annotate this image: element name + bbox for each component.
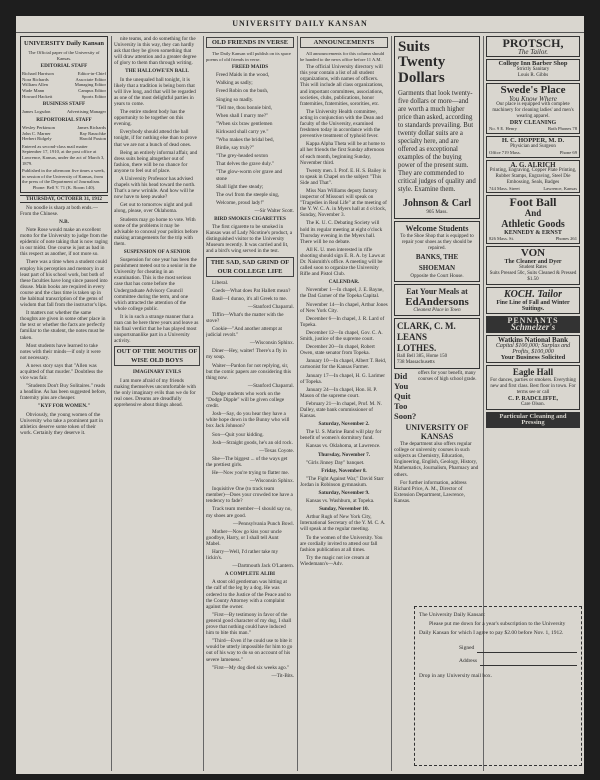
article-paragraph: The official University directory will this year contain a list of all student organizations, with names of officers. This will include all class organizations, and important committees, associations, societies, clubs, publications, honor fraternities, fraternities, sororities, etc. (300, 64, 384, 107)
article-paragraph: It is in such a strange manner that a man can be here three years and leave as his final verdict that he has played most unsportsmanlike part in a University activity. (114, 313, 199, 345)
joke-line: Basil—I dunno, it's all Greek to me. (212, 295, 287, 302)
paper-subtitle: The Official paper of the University of Kansas. (28, 50, 100, 61)
protsch-ad (486, 36, 580, 57)
ad-tagline: The Cleaner and Dyer (504, 259, 562, 266)
issue-date: THURSDAY, OCTOBER 31, 1912 (20, 195, 108, 203)
ad-address: 905 Mass. (426, 209, 448, 215)
column-rule (111, 36, 112, 771)
article-paragraph: The first cigarette to be smoked in Kansas was of Lady Nicotine's product, a distinguished visitor to the University Museum recently. It was carried and lit, and a bird's wing served in the test. (206, 224, 293, 255)
ad-headline: DRY CLEANING (509, 120, 557, 127)
article-paragraph: Being an entirely informal affair, and dress suits being altogether out of fashion, there will be no chance for anyone to feel out of place. (114, 149, 198, 174)
ad-phone: Phones 261 (555, 236, 577, 242)
ad-store-name: Eagle Hall (512, 366, 554, 377)
article-paragraph: "Students Don't Buy Solitaires." reads a headline. As has been suggested before, fraternity pins are cheaper. (20, 383, 107, 402)
nb-heading: N.B. (59, 218, 69, 225)
coupon-body: Please put me down for a year's subscription to the University Daily Kansan for which I agree to pay $2.00 before Nov. 1, 1912. (419, 621, 566, 636)
ad-headline: LOTHES. (397, 343, 437, 354)
imaginary-heading: IMAGINARY EVILS (132, 369, 182, 376)
ad-headline: Athletic Goods (501, 219, 565, 231)
column-rule (391, 36, 392, 771)
alrich-ad (486, 160, 580, 194)
ad-tagline: Physician and Surgeon (510, 144, 556, 150)
ad-store-name: Watkins National Bank (497, 335, 569, 344)
ad-headline: Dollars (398, 70, 445, 86)
joke-line: Track team member—I should say no, my shoes are good. (206, 506, 292, 519)
staff-row: Herbert Ridgely Harold Paxton (22, 136, 106, 142)
article-paragraph: Twenty men. I. Prof. E. H. S. Bailey is to speak in Chapel on the subject "This Side and That". (300, 167, 387, 186)
joke-line: Cookie—"And another attempt at judicial revolt." (206, 326, 282, 339)
address-label: Address (459, 658, 478, 664)
article-paragraph: "Third—Even if he could use to bite it would be utterly impossible for him to go out of his way to do so on account of his severe lameness." (206, 638, 293, 663)
ad-word: Did (394, 371, 408, 382)
ad-headline: LEANS (397, 332, 428, 343)
ad-phone: Phone 69 (559, 150, 577, 156)
koch-ad (486, 287, 580, 314)
ad-owner: C. P. RADCLIFFE, (508, 395, 558, 402)
suspension-heading: SUSPENSION OF A SENIOR (123, 249, 191, 255)
ad-body: To the Shoe Shop that is equipped to repair your shoes as they should be repaired. (400, 234, 474, 252)
column-4 (300, 36, 388, 771)
ad-store-name: EdAndersons (405, 296, 469, 309)
coupon-address-row[interactable] (419, 657, 577, 666)
shoe-ad (394, 221, 480, 282)
ad-body: Student Rates (519, 265, 547, 271)
eagle-hall-ad (486, 365, 580, 410)
ad-store-name: KENNEDY & ERNST (504, 230, 562, 237)
column-6 (486, 36, 580, 601)
article-paragraph: A stout old gentleman was hitting at the calf of the leg by a dog. He was ordered to the Justice of the Peace and to the County Attorney with a complaint against the owner. (206, 579, 291, 610)
ad-word: Quit (394, 391, 411, 402)
article-paragraph: Get out to tomorrow night and pull along, please, over Oklahoma. (114, 202, 193, 215)
article-paragraph: Suspension for one year has been the punishment meted out to a senior in the University for cheating in an examination. This is the most serious case that has come before the Undergraduate Advisory Council committee during the term, and one which attracted the attention of the whole college public. (114, 257, 197, 312)
reportorial-title: REPORTORIAL STAFF (36, 116, 92, 123)
article-paragraph: It matters not whether the same thoughts are given in some other place in the text or whether the facts are perfectly familiar to the student, the notes must be taken. (20, 310, 106, 341)
announcements-heading: ANNOUNCEMENTS (300, 37, 388, 48)
ad-store-name: College Inn Barber Shop (498, 60, 568, 68)
ad-store-name: A. G. ALRICH (510, 160, 556, 169)
joke-source: —Wisconsin Sphinx. (249, 340, 294, 347)
paper-title: UNIVERSITY Daily Kansan (24, 40, 104, 47)
ad-body: Our place is equipped with complete machinery for cleaning ladies' and men's wearing apparel. (492, 102, 574, 120)
phone-note: Phone: Bell V. 71 (K. Room 140). (32, 184, 96, 190)
joke-source: —Pennsylvania Punch Bowl. (233, 520, 294, 527)
article-paragraph: "First—By testimony in favor of the general good character of my dog, I shall prove that nothing could have induced him to bite this man." (206, 611, 292, 637)
old-friends-heading: OLD FRIENDS IN VERSE (206, 37, 294, 48)
ad-headline: Twenty (398, 54, 446, 70)
joke-line: Liberal. (212, 279, 229, 286)
calendar-date: Saturday, November 2. (318, 421, 370, 428)
business-staff-title: BUSINESS STAFF (42, 101, 86, 108)
joke-line: She—The biggest ... of the ways get the prettiest girls. (206, 455, 288, 468)
calendar-item: "The Fight Against War," David Starr Jordan in Robinson gymnasium. (300, 475, 384, 488)
column-1 (20, 36, 108, 771)
univ-heading: UNIVERSITY OF KANSAS (405, 423, 469, 442)
joke-source: —Tit-Bits. (271, 672, 294, 679)
football-ad (486, 195, 580, 244)
ad-body: For dances, parties or smokers. Everything new and first class. Best floor in town. For terms see or call (490, 377, 576, 395)
staff-row: Richard Harrison Editor-in-Chief (22, 71, 106, 77)
smokes-heading: BIRD SMOKES CIGARETTES (214, 215, 286, 222)
ad-address: Opposite the Court House. (410, 274, 464, 280)
ad-store-name: PROTSCH, (502, 36, 564, 50)
calendar-item: December 20—In chapel, Robert Owen, state senator from Topeka. (300, 344, 375, 357)
ad-store-name: VON (520, 247, 546, 260)
joke-line: Josh—Say, do you hear they have a white hope down in the Bunny who will box Jack Johnson? (206, 411, 290, 430)
column-rule (203, 36, 204, 771)
ad-headline: Welcome Students (405, 224, 469, 234)
old-friends-note: The Daily Kansan will publish on its space poems of old friends in verse. (206, 51, 291, 62)
ad-city: Lawrence, Kansas (543, 185, 577, 191)
calendar-item: Arthur Rugh of New York City, International Secretary of the Y. M. C. A. will speak at the regular meeting. (300, 514, 386, 533)
ad-tagline: You Know Where (508, 95, 558, 104)
ad-headline: Particular Cleaning and Pressing (499, 412, 567, 427)
staff-row: Howard Hackett Sports Editor (22, 93, 106, 99)
article-paragraph: Obviously, the young women of the University who take a prominent part in athletics deserve some token of their work. Certainly they deserve it. (20, 411, 103, 436)
calendar-date: Sunday, November 10. (319, 506, 369, 513)
article-paragraph: I am more afraid of my friends making themselves uncomfortable with the only imaginary evils than we do for real ones. Dreams are dreadfully apprehensive about things ahead. (114, 377, 196, 408)
announcements-note: All announcements for this column should be handed to the news office before 11 A.M. (300, 51, 385, 62)
wise-boys-heading: OUT OF THE MOUTHS OF WISE OLD BOYS (114, 346, 200, 366)
joke-source: —Wisconsin Sphinx. (249, 478, 294, 485)
staff-row: William Allen Managing Editor (22, 82, 106, 88)
ad-address: Care Olson. (521, 401, 545, 407)
published-note: Published in the afternoon five times a week, in session of the University of Kansas, from the press of the Department of Journalism. (22, 168, 105, 185)
ad-tagline: The Tailor. (517, 48, 549, 56)
ad-body: offers for your benefit, many courses of high school grade. (418, 371, 477, 383)
joke-line: Coeds—What does Pat Hallett mean? (212, 287, 291, 294)
article-paragraph: There was a time when a student could employ his perception and memory in at least part of his school work, but both of these faculties have long since passed into disuse. Main books are required in every course and the class time is taken up in the habitual transcription of the gems of wisdom that fall from the instructor's lips. (20, 259, 108, 309)
hopper-ad (486, 136, 580, 158)
ad-store-name: Schmelzer's (510, 322, 556, 333)
ad-headline: And (524, 208, 542, 219)
clark-ad (394, 318, 480, 369)
calendar-item: The U. S. Marine Band will play for benefit of women's dormitory fund. (300, 429, 382, 442)
hallowe-heading: THE HALLOWE'EN BALL (125, 68, 189, 75)
calendar-date: Saturday, November 9. (318, 490, 370, 496)
article-paragraph: Everybody should attend the ball tonight, if for nothing else than to prove that we are not a bunch of dead ones. (114, 129, 197, 148)
staff-row: Wade Mann Campus Editor (22, 88, 106, 94)
calendar-date: Thursday, November 7. (317, 451, 371, 458)
article-paragraph: A University Professor has advised chapels with his head toward the north. That's a new wrinkle. And how will he now have to keep awake? (114, 175, 196, 201)
article-paragraph: In the unequaled ball tonight, it is likely that a tradition is being born that will live long, and that will be regarded as one of the most delightful parties in years to come. (114, 76, 196, 107)
ad-phone: Both Phones 78 (547, 126, 577, 132)
staff-row: John C. Marner Ray Rauschke (22, 130, 106, 136)
joke-line: Mother—Now go kiss your uncle goodbye, Harry, or I shall tell Aunt Mabel. (206, 528, 282, 547)
entry-note: Entered as second-class mail matter September 17, 1910, at the post office at Lawrence, Kansas, under the act of March 3, 1879. (22, 143, 105, 166)
calendar-item: January 24—In chapel, Hon. H. P. Mason of the supreme court. (300, 386, 378, 399)
extension-ad (418, 371, 480, 421)
ad-tagline: Fine Line of Fall and Winter Suitings. (496, 300, 570, 313)
calendar-heading: CALENDAR. (328, 279, 360, 286)
signed-label: Signed (459, 645, 475, 651)
poem-author: —Sir Walter Scott. (254, 207, 294, 214)
joke-source: —Stanford Chaparral. (247, 303, 294, 310)
address-field[interactable] (480, 657, 577, 666)
calendar-item: Kansas vs. Washburn, at Topeka. (306, 498, 375, 505)
kyp-heading: "KYF FOR WOMEN." (37, 403, 91, 410)
ad-word: Soon? (394, 411, 417, 422)
ad-body: The department also offers regular college or university courses in such subjects as Chemistry, Education, Engineering, English, Geology, History, Mathematics, Journalism, Pharmacy and others. (394, 441, 479, 478)
ad-headline: PENNANTS (507, 316, 559, 326)
ad-contact (489, 236, 577, 242)
epigraph: No noodle is sharp at both ends.—From the Chinese. (20, 204, 98, 217)
ad-address: 826 Mass. St. (489, 236, 515, 242)
ad-address: No. 9 E. Henry (489, 126, 517, 132)
joke-line: Tiffin—What's the matter with the stove? (206, 311, 284, 324)
calendar-item: January 10—In chapel, Albert T. Reid, cartoonist for the Kansas Farmer. (300, 358, 387, 371)
calendar-item: December 6—In chapel, J. R. Lard of Topeka. (300, 315, 385, 328)
ad-phone: Ball Bell 385, Home 150 (397, 354, 448, 360)
column-2 (114, 36, 200, 771)
staff-box (20, 36, 108, 193)
meals-ad (394, 284, 480, 316)
article-paragraph: To the women of the University. You are cordially invited to attend our fall fashion publication at all times. (300, 534, 383, 553)
signed-field[interactable] (477, 644, 577, 653)
article-paragraph: Kappa Alpha Theta will be at home to all her friends the first Sunday afternoon of each month, beginning Sunday, November third. (300, 141, 385, 166)
joke-line: Harry—Well, I'd rather take my lickin's. (206, 549, 279, 562)
joke-line: Inquisitive One (to track team member)—Does your crowded toe have a tendency to fade? (206, 486, 293, 505)
article-paragraph: Miss Nan Williams deputy factory inspector of Missouri will speak on "Tragedies in Real Life" at the meeting of the Y. W. C. A. in Myers hall at 4 o'clock, Sunday, November 3. (300, 187, 387, 219)
joke-source: —Dartmouth Jack O'Lantern. (232, 563, 294, 570)
joke-line: Waiter—Pardon for not replying, sir, but the comic papers are considering this thing now. (206, 362, 291, 381)
ad-contact (489, 150, 577, 156)
ad-body: Capital $100,000; Surplus and Profits, $100,000 (495, 342, 571, 355)
ad-headline: Eat Your Meals at (406, 287, 468, 297)
ad-headline: Suits (398, 39, 430, 55)
ad-tagline: Cleanest Place in Town (413, 308, 461, 314)
column-rule (297, 36, 298, 771)
ad-tagline: Your Business Solicited (500, 353, 566, 361)
advert-line: Try the magic not ice cream at Wiedemann's—Adv. (300, 554, 370, 567)
ad-word: You (394, 381, 409, 392)
staff-row: James Logsdon Advertising Manager (22, 109, 106, 115)
staff-row: Wesley Perkinson James Richards (22, 125, 106, 131)
article-paragraph: Most students have learned to take notes with their minds—if only it were not necessary. (20, 342, 101, 361)
did-you-quit-block (394, 371, 480, 421)
did-you-quit-ad (394, 371, 416, 421)
calendar-item: November 1—In chapel, J. E. Bayne, the Dad Garner of the Topeka Capital. (300, 287, 384, 300)
article-paragraph: All K. U. men interested in rifle shooting should sign E. R. A. by Laws at Dr. Naismith's office. A meeting will be called soon to organize the University Rifle and Pistol Club. (300, 246, 385, 278)
ad-store-name: Swede's Place (500, 84, 566, 97)
ad-address: Office 719 Mass. (489, 150, 521, 156)
joke-line: Son—Quit your kidding. (212, 431, 264, 438)
barber-ad (486, 59, 580, 81)
alibi-heading: A COMPLETE ALIBI (224, 571, 276, 578)
pennants-ad (486, 316, 580, 332)
ad-body: Printing, Engraving, Copper Plate Printing, Rubber Stamps, Engraving, Steel Die Embossing, Seals, Badges (489, 167, 577, 185)
watkins-ad (486, 335, 580, 363)
article-paragraph: The entire student body has the opportunity to be together on this evening. (114, 109, 185, 128)
article-paragraph: "First—My dog died six weeks ago." (212, 664, 290, 671)
article-paragraph: The University Health committee, acting in conjunction with the Dean and faculty of the University, examined freshmen today in accordance with the preventive treatment of typhoid fever. (300, 108, 383, 140)
calendar-date: Friday, November 8. (321, 467, 367, 474)
ad-headline: Foot Ball (509, 195, 557, 210)
joke-line: Josh—Straight goods, he's an old rock. (212, 439, 293, 446)
ad-body: Garments that look twenty-five dollars or more—and are worth a much higher price than asked, according to standards prevailing. But twenty dollar suits are a specialty here, and are offered as exceptional examples of the buying power of the present sum. They are commended to critical judges of quality and style. Examine them. (398, 90, 476, 193)
clark-ad-body (395, 319, 479, 368)
masthead: UNIVERSITY DAILY KANSAN (16, 16, 584, 33)
sad-grind-heading: THE SAD, SAD GRIND OF OUR COLLEGE LIFE (206, 257, 294, 277)
poem: Freed Maids in the wood, Walking as sadly; Freed Robin on the bush, Singing so madly. "Tell me, thou bonnie bird, When shall I marry me?" "When six braw gentlemen Kirkward shall carry ye." "Who makes the bridal bed, Birdie, say truly?" "The grey-headed sexton That delves the grave duly." "The glow-worm o'er grave and stone Shall light thee steady; The owl from the steeple sing, Welcome, proud lady!" (216, 72, 283, 206)
calendar-item: December 12—In chapel, Gov. C. A. Smith, justice of the supreme court. (300, 329, 383, 343)
particular-ad (486, 412, 580, 428)
ad-tagline: Strictly Sanitary (516, 67, 550, 73)
ad-store-name: Johnson & Carl (402, 198, 472, 209)
joke-line: Diner—Hey, waiter! There's a fly in my soup. (206, 348, 287, 361)
ad-store-name: KOCH. Tailor (504, 289, 562, 301)
ad-body: Suits Pressed 50c, Suits Cleaned & Pressed $1.50 (489, 271, 577, 283)
ad-owner: Louis R. Gibbs (517, 73, 549, 79)
ad-body: For further information, address Richard Price, A. M., Director of Extension Department, Lawrence, Kansas. (394, 479, 467, 504)
coupon-title: The University Daily Kansan: (419, 612, 486, 618)
subscription-coupon[interactable] (414, 606, 582, 766)
article-paragraph: A news story says that "Allen was acquitted of that murder." Doubtless the vice was fair. (20, 362, 103, 382)
article-paragraph: Note Rose would make an excellent motto for the University to judge from the epidemic of note taking that is now raging in our midst. One course is just as bad in this respect as another, if not more so. (20, 226, 108, 258)
joke-source: —Texas Coyote. (259, 447, 294, 454)
ad-contact (489, 186, 577, 192)
suits-ad (394, 36, 480, 219)
staff-row: Nora Richards Associate Editor (22, 76, 106, 82)
joke-line: Dodge students who work on the "Dodge Dipple" will be given college credit. (206, 390, 285, 410)
calendar-item: Kansas vs. Oklahoma, at Lawrence. (306, 443, 381, 450)
calendar-item: January 17—In chapel, H. G. Larimer of Topeka. (300, 372, 385, 385)
ad-address: 738 Massachusetts (397, 360, 435, 366)
article-paragraph: nite teams, and do something for the University in this way, they can hardly ask that they be given something that will draw attention and a greater degree of glory to them than through writing. (114, 36, 197, 67)
ad-word: Too (394, 401, 408, 412)
newspaper-page (16, 16, 584, 774)
article-paragraph: Students may go home to vote. With some of the problems it may be advisable to conceal your politics before making arrangements for the trip with them. (114, 216, 198, 247)
coupon-drop-note: Drop in any University mail box. (419, 673, 493, 679)
column-3 (206, 36, 294, 771)
poem-title: FREED MAIDS (231, 64, 269, 71)
ad-store-name: BANKS, THE SHOEMAN (415, 253, 459, 273)
joke-line: He—Now you're trying to flatter me. (212, 469, 289, 476)
joke-source: —Stanford Chaparral. (247, 382, 294, 389)
article-paragraph: The K. U. C. Debating Society will hold its regular meeting at eight o'clock Thursday evening in the Myers hall. There will be no debate. (300, 220, 383, 245)
coupon-signed-row[interactable] (419, 644, 577, 653)
von-ad (486, 246, 580, 285)
ad-contact (489, 126, 577, 132)
ad-address: 744 Mass. Street (489, 185, 520, 191)
ad-store-name: H. C. HOPPER, M. D. (501, 136, 565, 144)
editorial-staff-title: EDITORIAL STAFF (40, 63, 88, 70)
ad-store-name: CLARK, C. M. (397, 321, 456, 332)
calendar-item: November 14—In chapel, Arthur Jones of New York City. (300, 301, 388, 314)
calendar-item: "Girls Jinney Day" banquet. (306, 459, 365, 466)
swede-ad (486, 83, 580, 134)
calendar-item: February 21—In chapel, Prof. M. N. Dalley, state bank commissioner of Kansas. (300, 400, 382, 420)
